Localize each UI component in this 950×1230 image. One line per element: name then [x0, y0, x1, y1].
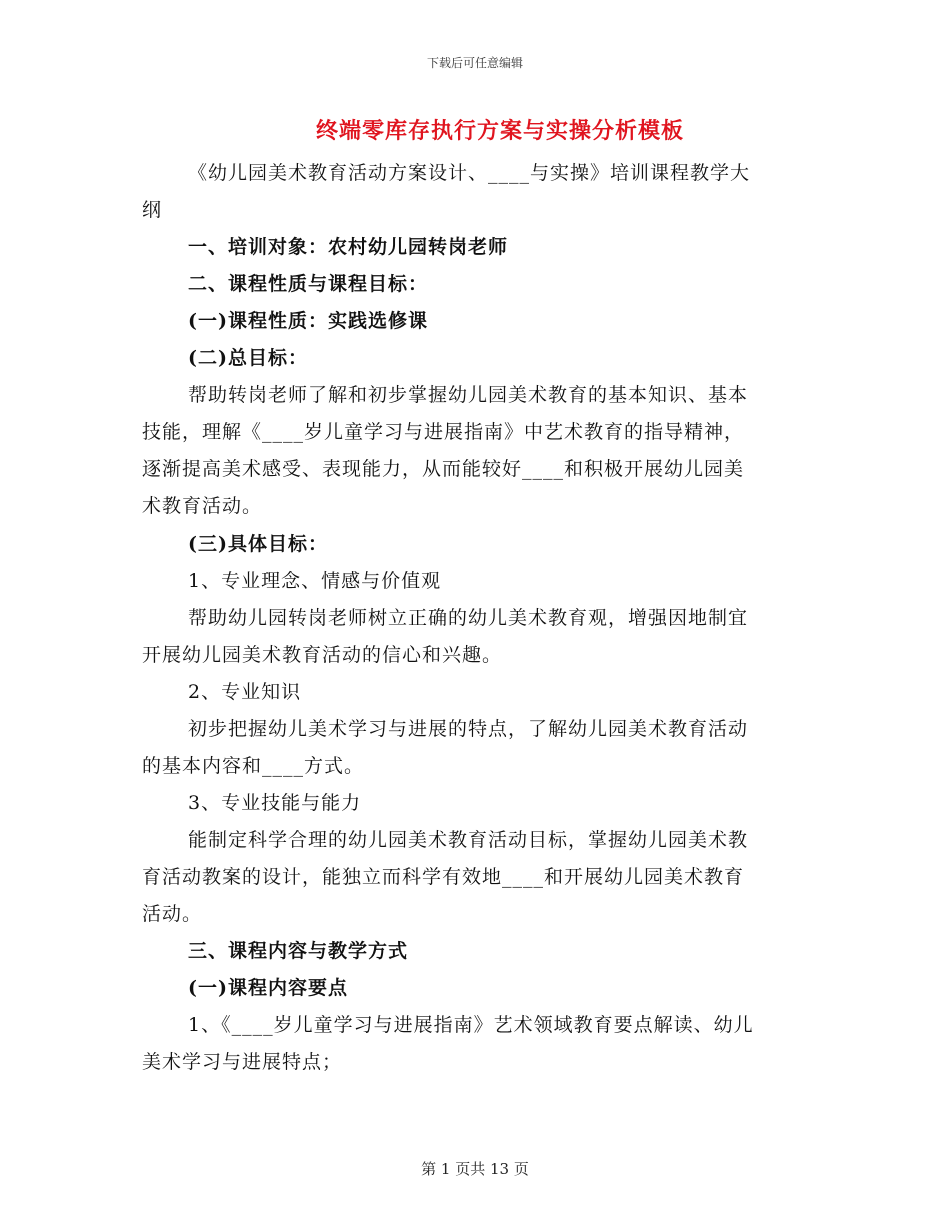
section-heading: 二、课程性质与课程目标：	[188, 273, 429, 295]
paragraph-line: 帮助转岗老师了解和初步掌握幼儿园美术教育的基本知识、基本	[188, 384, 749, 406]
paragraph-line: 的基本内容和____方式。	[142, 755, 365, 777]
paragraph-line: 能制定科学合理的幼儿园美术教育活动目标，掌握幼儿园美术教	[188, 829, 749, 851]
paragraph-line: 1、《____岁儿童学习与进展指南》艺术领域教育要点解读、幼儿	[188, 1014, 754, 1036]
page-header: 下载后可任意编辑	[426, 56, 523, 70]
paragraph-line: 初步把握幼儿美术学习与进展的特点，了解幼儿园美术教育活动	[188, 718, 749, 740]
subsection-heading: (二)总目标：	[188, 347, 308, 369]
paragraph-line: 纲	[142, 199, 163, 221]
paragraph-line: 术教育活动。	[142, 495, 263, 517]
item-heading: 3、专业技能与能力	[188, 792, 362, 814]
subsection-heading: (一)课程内容要点	[188, 977, 348, 999]
paragraph-line: 逐渐提高美术感受、表现能力，从而能较好____和积极开展幼儿园美	[142, 458, 745, 480]
page-footer: 第 1 页共 13 页	[421, 1160, 529, 1178]
paragraph-line: 美术学习与进展特点；	[142, 1051, 343, 1073]
section-heading: 三、课程内容与教学方式	[188, 940, 409, 962]
item-heading: 1、专业理念、情感与价值观	[188, 570, 442, 592]
paragraph-line: 《幼儿园美术教育活动方案设计、____与实操》培训课程教学大	[188, 162, 751, 184]
item-heading: 2、专业知识	[188, 681, 302, 703]
subsection-heading: (一)课程性质：实践选修课	[188, 310, 428, 332]
subsection-heading: (三)具体目标：	[188, 533, 328, 555]
document-title: 终端零库存执行方案与实操分析模板	[315, 118, 684, 144]
paragraph-line: 育活动教案的设计，能独立而科学有效地____和开展幼儿园美术教育	[142, 866, 745, 888]
section-heading: 一、培训对象：农村幼儿园转岗老师	[188, 236, 509, 258]
paragraph-line: 开展幼儿园美术教育活动的信心和兴趣。	[142, 644, 503, 666]
paragraph-line: 帮助幼儿园转岗老师树立正确的幼儿美术教育观，增强因地制宜	[188, 607, 749, 629]
paragraph-line: 技能，理解《____岁儿童学习与进展指南》中艺术教育的指导精神，	[142, 421, 745, 443]
paragraph-line: 活动。	[142, 903, 203, 925]
